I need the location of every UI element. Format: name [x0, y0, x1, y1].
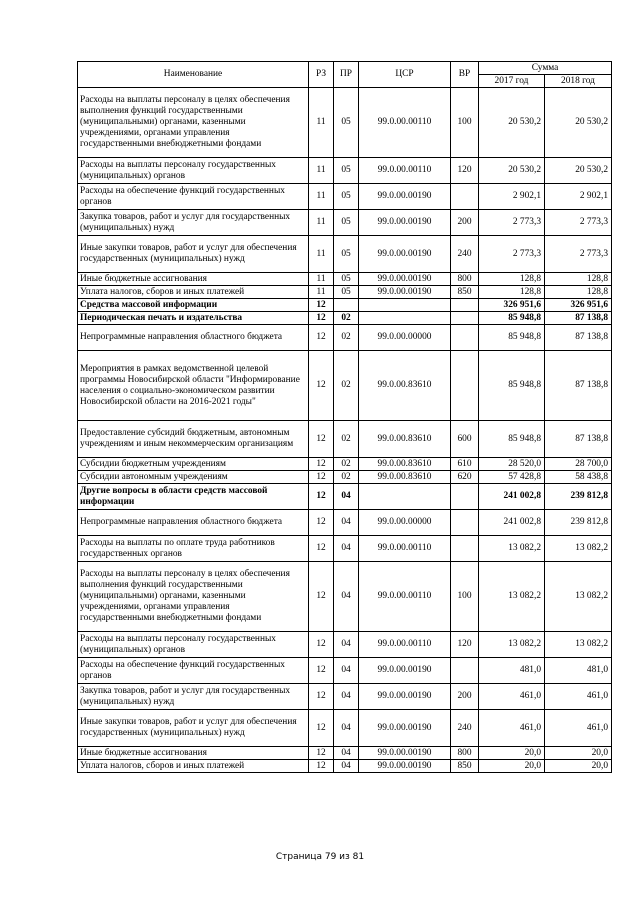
cell-pr: 05 — [334, 158, 359, 184]
cell-pr: 04 — [334, 747, 359, 760]
cell-name: Субсидии автономным учреждениям — [78, 471, 309, 484]
cell-pr: 05 — [334, 184, 359, 210]
cell-csr: 99.0.00.83610 — [359, 421, 451, 458]
cell-2018: 481,0 — [545, 658, 612, 684]
table-row — [78, 536, 612, 562]
cell-rz: 12 — [309, 536, 334, 562]
table-row — [78, 471, 612, 484]
cell-csr: 99.0.00.00110 — [359, 562, 451, 632]
cell-2017: 85 948,8 — [479, 351, 545, 421]
cell-pr: 02 — [334, 471, 359, 484]
cell-name: Непрограммные направления областного бюджета — [78, 510, 309, 536]
cell-rz: 11 — [309, 286, 334, 299]
cell-name: Субсидии бюджетным учреждениям — [78, 458, 309, 471]
table-row — [78, 88, 612, 158]
cell-2018: 28 700,0 — [545, 458, 612, 471]
cell-pr: 02 — [334, 351, 359, 421]
cell-2018: 326 951,6 — [545, 299, 612, 312]
cell-rz: 12 — [309, 312, 334, 325]
cell-name: Закупка товаров, работ и услуг для государственных (муниципальных) нужд — [78, 210, 309, 236]
header-year-2017: 2017 год — [479, 75, 545, 88]
cell-2017: 2 902,1 — [479, 184, 545, 210]
header-name: Наименование — [78, 62, 309, 88]
cell-csr: 99.0.00.83610 — [359, 351, 451, 421]
cell-2017: 85 948,8 — [479, 421, 545, 458]
cell-csr: 99.0.00.00190 — [359, 236, 451, 273]
cell-rz: 12 — [309, 484, 334, 510]
table-row — [78, 286, 612, 299]
cell-2018: 13 082,2 — [545, 632, 612, 658]
cell-2017: 2 773,3 — [479, 210, 545, 236]
table-row — [78, 562, 612, 632]
cell-vr: 240 — [451, 236, 479, 273]
cell-2018: 87 138,8 — [545, 325, 612, 351]
cell-vr: 120 — [451, 158, 479, 184]
budget-table — [77, 61, 612, 773]
cell-2017: 20,0 — [479, 747, 545, 760]
cell-csr: 99.0.00.00190 — [359, 210, 451, 236]
cell-csr: 99.0.00.83610 — [359, 458, 451, 471]
table-row — [78, 632, 612, 658]
cell-vr — [451, 325, 479, 351]
cell-vr — [451, 351, 479, 421]
cell-rz: 12 — [309, 510, 334, 536]
cell-rz: 12 — [309, 747, 334, 760]
cell-2017: 13 082,2 — [479, 632, 545, 658]
cell-pr: 02 — [334, 325, 359, 351]
cell-2017: 326 951,6 — [479, 299, 545, 312]
cell-vr — [451, 536, 479, 562]
cell-rz: 12 — [309, 471, 334, 484]
cell-pr: 04 — [334, 484, 359, 510]
cell-2018: 239 812,8 — [545, 484, 612, 510]
cell-2018: 58 438,8 — [545, 471, 612, 484]
cell-2018: 461,0 — [545, 710, 612, 747]
cell-name: Иные закупки товаров, работ и услуг для обеспечения государственных (муниципальных) нужд — [78, 236, 309, 273]
cell-rz: 12 — [309, 684, 334, 710]
cell-vr: 610 — [451, 458, 479, 471]
cell-name: Расходы на выплаты персоналу государственных (муниципальных) органов — [78, 158, 309, 184]
cell-csr — [359, 484, 451, 510]
cell-rz: 11 — [309, 273, 334, 286]
cell-2017: 20 530,2 — [479, 158, 545, 184]
cell-csr: 99.0.00.00110 — [359, 158, 451, 184]
cell-rz: 11 — [309, 210, 334, 236]
table-row — [78, 158, 612, 184]
cell-name: Уплата налогов, сборов и иных платежей — [78, 286, 309, 299]
cell-2017: 13 082,2 — [479, 562, 545, 632]
cell-2017: 128,8 — [479, 286, 545, 299]
cell-csr — [359, 299, 451, 312]
cell-csr: 99.0.00.00110 — [359, 88, 451, 158]
table-row — [78, 312, 612, 325]
cell-name: Расходы на выплаты по оплате труда работников государственных органов — [78, 536, 309, 562]
cell-vr: 620 — [451, 471, 479, 484]
cell-name: Иные бюджетные ассигнования — [78, 273, 309, 286]
table-row — [78, 710, 612, 747]
cell-2017: 85 948,8 — [479, 312, 545, 325]
cell-2017: 241 002,8 — [479, 484, 545, 510]
cell-rz: 11 — [309, 184, 334, 210]
table-row — [78, 484, 612, 510]
table-body — [78, 88, 612, 773]
cell-rz: 11 — [309, 88, 334, 158]
table-row — [78, 273, 612, 286]
cell-rz: 12 — [309, 632, 334, 658]
table-row — [78, 184, 612, 210]
cell-name: Расходы на обеспечение функций государственных органов — [78, 658, 309, 684]
cell-name: Другие вопросы в области средств массовой информации — [78, 484, 309, 510]
cell-vr: 850 — [451, 286, 479, 299]
cell-pr: 02 — [334, 312, 359, 325]
cell-csr: 99.0.00.00110 — [359, 536, 451, 562]
cell-rz: 12 — [309, 421, 334, 458]
cell-vr — [451, 658, 479, 684]
cell-2018: 461,0 — [545, 684, 612, 710]
cell-2017: 28 520,0 — [479, 458, 545, 471]
header-rz: РЗ — [309, 62, 334, 88]
cell-vr — [451, 299, 479, 312]
cell-vr — [451, 184, 479, 210]
cell-csr: 99.0.00.83610 — [359, 471, 451, 484]
cell-vr: 100 — [451, 562, 479, 632]
cell-csr: 99.0.00.00190 — [359, 684, 451, 710]
cell-rz: 12 — [309, 760, 334, 773]
cell-rz: 12 — [309, 351, 334, 421]
cell-2018: 128,8 — [545, 286, 612, 299]
cell-csr: 99.0.00.00190 — [359, 184, 451, 210]
cell-rz: 11 — [309, 236, 334, 273]
cell-2017: 20 530,2 — [479, 88, 545, 158]
cell-pr: 04 — [334, 710, 359, 747]
cell-vr — [451, 510, 479, 536]
cell-rz: 11 — [309, 158, 334, 184]
cell-rz: 12 — [309, 562, 334, 632]
cell-csr: 99.0.00.00190 — [359, 286, 451, 299]
cell-pr: 05 — [334, 273, 359, 286]
cell-2018: 87 138,8 — [545, 351, 612, 421]
header-pr: ПР — [334, 62, 359, 88]
table-row — [78, 684, 612, 710]
cell-csr: 99.0.00.00190 — [359, 747, 451, 760]
cell-pr: 04 — [334, 658, 359, 684]
cell-name: Расходы на обеспечение функций государственных органов — [78, 184, 309, 210]
cell-2018: 13 082,2 — [545, 562, 612, 632]
cell-name: Расходы на выплаты персоналу в целях обеспечения выполнения функций государственными (муниципальными) органами, казенными учреждениями, органами управления государственными внебюджетными фондами — [78, 562, 309, 632]
cell-2018: 2 773,3 — [545, 210, 612, 236]
cell-vr: 120 — [451, 632, 479, 658]
table-row — [78, 760, 612, 773]
cell-2017: 241 002,8 — [479, 510, 545, 536]
cell-2018: 20,0 — [545, 747, 612, 760]
table-row — [78, 510, 612, 536]
cell-name: Иные бюджетные ассигнования — [78, 747, 309, 760]
cell-name: Средства массовой информации — [78, 299, 309, 312]
cell-csr — [359, 312, 451, 325]
cell-vr: 850 — [451, 760, 479, 773]
table-row — [78, 658, 612, 684]
cell-csr: 99.0.00.00000 — [359, 510, 451, 536]
cell-pr: 02 — [334, 458, 359, 471]
table-row — [78, 210, 612, 236]
cell-csr: 99.0.00.00110 — [359, 632, 451, 658]
cell-pr: 05 — [334, 236, 359, 273]
header-year-2018: 2018 год — [545, 75, 612, 88]
cell-2018: 2 773,3 — [545, 236, 612, 273]
table-row — [78, 299, 612, 312]
cell-name: Предоставление субсидий бюджетным, автономным учреждениям и иным некоммерческим организациям — [78, 421, 309, 458]
cell-2017: 57 428,8 — [479, 471, 545, 484]
cell-2018: 20 530,2 — [545, 158, 612, 184]
table-header — [78, 62, 612, 88]
cell-name: Расходы на выплаты персоналу в целях обеспечения выполнения функций государственными (муниципальными) органами, казенными учреждениями, органами управления государственными внебюджетными фондами — [78, 88, 309, 158]
cell-rz: 12 — [309, 710, 334, 747]
cell-pr: 05 — [334, 210, 359, 236]
cell-name: Непрограммные направления областного бюджета — [78, 325, 309, 351]
table-row — [78, 421, 612, 458]
cell-rz: 12 — [309, 299, 334, 312]
cell-2018: 239 812,8 — [545, 510, 612, 536]
cell-csr: 99.0.00.00190 — [359, 658, 451, 684]
cell-pr: 04 — [334, 760, 359, 773]
cell-name: Иные закупки товаров, работ и услуг для обеспечения государственных (муниципальных) нужд — [78, 710, 309, 747]
cell-2017: 461,0 — [479, 684, 545, 710]
cell-name: Периодическая печать и издательства — [78, 312, 309, 325]
cell-2017: 2 773,3 — [479, 236, 545, 273]
cell-name: Мероприятия в рамках ведомственной целевой программы Новосибирской области "Информирование населения о социально-экономическом развитии Новосибирской области на 2016-2021 годы" — [78, 351, 309, 421]
header-sum: Сумма — [479, 62, 612, 75]
cell-pr: 04 — [334, 562, 359, 632]
cell-2018: 128,8 — [545, 273, 612, 286]
cell-csr: 99.0.00.00190 — [359, 760, 451, 773]
header-vr: ВР — [451, 62, 479, 88]
cell-2018: 87 138,8 — [545, 421, 612, 458]
cell-2018: 20 530,2 — [545, 88, 612, 158]
cell-pr: 02 — [334, 421, 359, 458]
table-row — [78, 747, 612, 760]
cell-vr: 800 — [451, 747, 479, 760]
cell-2017: 13 082,2 — [479, 536, 545, 562]
cell-rz: 12 — [309, 658, 334, 684]
table-row — [78, 458, 612, 471]
cell-vr — [451, 312, 479, 325]
cell-2017: 85 948,8 — [479, 325, 545, 351]
table-row — [78, 325, 612, 351]
cell-pr — [334, 299, 359, 312]
cell-name: Уплата налогов, сборов и иных платежей — [78, 760, 309, 773]
cell-vr: 200 — [451, 684, 479, 710]
cell-name: Расходы на выплаты персоналу государственных (муниципальных) органов — [78, 632, 309, 658]
table-row — [78, 351, 612, 421]
cell-2018: 20,0 — [545, 760, 612, 773]
cell-vr: 600 — [451, 421, 479, 458]
cell-2017: 481,0 — [479, 658, 545, 684]
cell-pr: 05 — [334, 88, 359, 158]
cell-2018: 2 902,1 — [545, 184, 612, 210]
cell-csr: 99.0.00.00190 — [359, 710, 451, 747]
cell-2017: 20,0 — [479, 760, 545, 773]
header-csr: ЦСР — [359, 62, 451, 88]
cell-2018: 13 082,2 — [545, 536, 612, 562]
cell-rz: 12 — [309, 325, 334, 351]
cell-csr: 99.0.00.00190 — [359, 273, 451, 286]
cell-pr: 04 — [334, 536, 359, 562]
cell-rz: 12 — [309, 458, 334, 471]
cell-pr: 04 — [334, 632, 359, 658]
cell-csr: 99.0.00.00000 — [359, 325, 451, 351]
cell-2018: 87 138,8 — [545, 312, 612, 325]
cell-2017: 461,0 — [479, 710, 545, 747]
table-row — [78, 236, 612, 273]
cell-2017: 128,8 — [479, 273, 545, 286]
cell-vr: 100 — [451, 88, 479, 158]
cell-pr: 04 — [334, 684, 359, 710]
cell-vr: 800 — [451, 273, 479, 286]
cell-name: Закупка товаров, работ и услуг для государственных (муниципальных) нужд — [78, 684, 309, 710]
page-number: Страница 79 из 81 — [275, 852, 365, 862]
cell-vr: 200 — [451, 210, 479, 236]
cell-vr: 240 — [451, 710, 479, 747]
cell-pr: 05 — [334, 286, 359, 299]
cell-pr: 04 — [334, 510, 359, 536]
cell-vr — [451, 484, 479, 510]
